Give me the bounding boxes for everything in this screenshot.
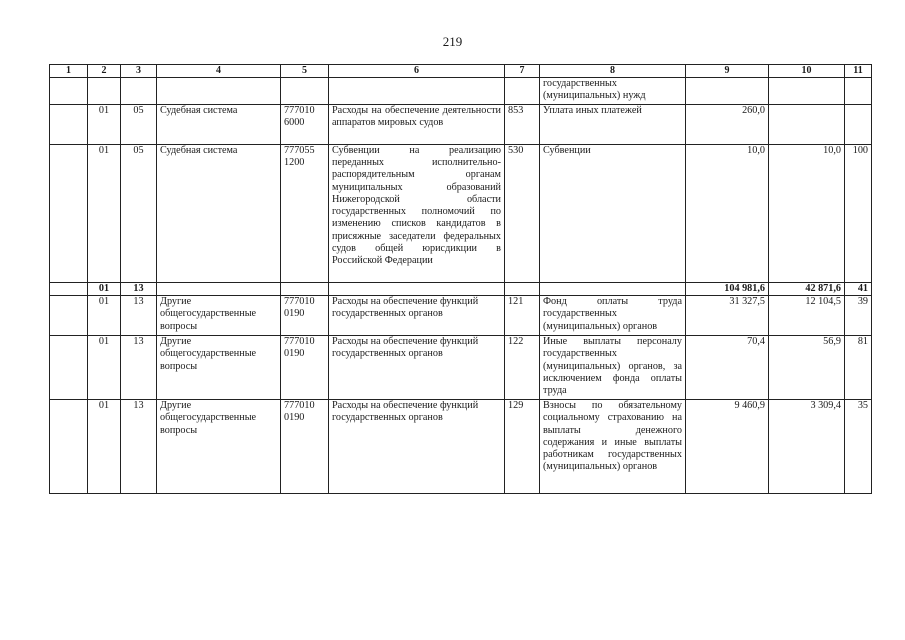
cell-plan: 10,0 [686, 145, 769, 283]
col-header-10: 10 [769, 65, 845, 78]
cell-section-name [157, 283, 281, 296]
cell-plan: 104 981,6 [686, 283, 769, 296]
cell-expense-code: 121 [505, 296, 540, 336]
cell-target-name: Расходы на обеспечение функций государственных органов [329, 296, 505, 336]
cell-target-name: Расходы на обеспечение функций государственных органов [329, 336, 505, 400]
cell-col1 [50, 296, 88, 336]
table-row [50, 105, 872, 145]
cell-subsection: 13 [121, 400, 157, 494]
cell-expense-code: 122 [505, 336, 540, 400]
cell-expense-code [505, 283, 540, 296]
table-row [50, 400, 872, 494]
cell-target-code: 777010 0190 [281, 400, 329, 494]
table-row [50, 145, 872, 283]
col-header-7: 7 [505, 65, 540, 78]
cell-section-name: Судебная система [157, 105, 281, 145]
cell-subsection: 05 [121, 145, 157, 283]
cell-section-name [157, 78, 281, 105]
cell-section: 01 [88, 296, 121, 336]
cell-target-code [281, 78, 329, 105]
cell-target-name: Расходы на обеспечение функций государственных органов [329, 400, 505, 494]
cell-plan: 260,0 [686, 105, 769, 145]
cell-expense-name: Уплата иных платежей [540, 105, 686, 145]
cell-target-name: Субвенции на реализацию переданных исполнительно-распорядительным органам муниципальных образований Нижегородской области государственных полномочий по изменению списков кандидатов в присяжные заседатели федеральных судов общей юрисдикции в Российской Федерации [329, 145, 505, 283]
cell-section: 01 [88, 336, 121, 400]
cell-expense-name [540, 283, 686, 296]
cell-section: 01 [88, 283, 121, 296]
cell-subsection: 13 [121, 296, 157, 336]
col-header-8: 8 [540, 65, 686, 78]
col-header-11: 11 [845, 65, 872, 78]
cell-plan [686, 78, 769, 105]
cell-section: 01 [88, 145, 121, 283]
cell-col1 [50, 145, 88, 283]
cell-subsection: 13 [121, 283, 157, 296]
header-row [50, 65, 872, 78]
cell-subsection [121, 78, 157, 105]
cell-col1 [50, 105, 88, 145]
cell-col1 [50, 400, 88, 494]
cell-expense-name: Иные выплаты персоналу государственных (муниципальных) органов, за исключением фонда оплаты труда [540, 336, 686, 400]
budget-table [49, 64, 872, 494]
cell-percent: 100 [845, 145, 872, 283]
cell-expense-code: 853 [505, 105, 540, 145]
cell-percent: 41 [845, 283, 872, 296]
col-header-5: 5 [281, 65, 329, 78]
cell-section-name: Судебная система [157, 145, 281, 283]
cell-actual [769, 105, 845, 145]
cell-expense-code: 129 [505, 400, 540, 494]
col-header-2: 2 [88, 65, 121, 78]
cell-target-name [329, 78, 505, 105]
cell-section-name: Другие общегосударственные вопросы [157, 400, 281, 494]
cell-expense-name: государственных (муниципальных) нужд [540, 78, 686, 105]
cell-plan: 31 327,5 [686, 296, 769, 336]
cell-expense-name: Субвенции [540, 145, 686, 283]
subtotal-row [50, 283, 872, 296]
cell-section: 01 [88, 105, 121, 145]
col-header-6: 6 [329, 65, 505, 78]
cell-section: 01 [88, 400, 121, 494]
cell-target-code: 777010 0190 [281, 336, 329, 400]
cell-expense-name: Взносы по обязательному социальному страхованию на выплаты денежного содержания и иные выплаты работникам государственных (муниципальных) органов [540, 400, 686, 494]
cell-subsection: 13 [121, 336, 157, 400]
cell-col1 [50, 78, 88, 105]
table-row [50, 336, 872, 400]
cell-expense-name: Фонд оплаты труда государственных (муниципальных) органов [540, 296, 686, 336]
col-header-3: 3 [121, 65, 157, 78]
cell-actual: 3 309,4 [769, 400, 845, 494]
page-number: 219 [442, 34, 463, 49]
cell-plan: 70,4 [686, 336, 769, 400]
table-row [50, 78, 872, 105]
cell-actual: 56,9 [769, 336, 845, 400]
cell-plan: 9 460,9 [686, 400, 769, 494]
cell-percent [845, 105, 872, 145]
cell-percent: 39 [845, 296, 872, 336]
cell-expense-code: 530 [505, 145, 540, 283]
cell-col1 [50, 283, 88, 296]
cell-section-name: Другие общегосударственные вопросы [157, 336, 281, 400]
cell-actual: 42 871,6 [769, 283, 845, 296]
table-row [50, 296, 872, 336]
cell-target-code: 777010 6000 [281, 105, 329, 145]
cell-actual [769, 78, 845, 105]
cell-subsection: 05 [121, 105, 157, 145]
cell-target-code: 777055 1200 [281, 145, 329, 283]
col-header-9: 9 [686, 65, 769, 78]
col-header-4: 4 [157, 65, 281, 78]
cell-actual: 12 104,5 [769, 296, 845, 336]
cell-section-name: Другие общегосударственные вопросы [157, 296, 281, 336]
cell-target-code [281, 283, 329, 296]
cell-target-name: Расходы на обеспечение деятельности аппаратов мировых судов [329, 105, 505, 145]
cell-section [88, 78, 121, 105]
cell-col1 [50, 336, 88, 400]
col-header-1: 1 [50, 65, 88, 78]
cell-target-name [329, 283, 505, 296]
cell-target-code: 777010 0190 [281, 296, 329, 336]
cell-expense-code [505, 78, 540, 105]
cell-percent [845, 78, 872, 105]
cell-percent: 81 [845, 336, 872, 400]
cell-actual: 10,0 [769, 145, 845, 283]
cell-percent: 35 [845, 400, 872, 494]
